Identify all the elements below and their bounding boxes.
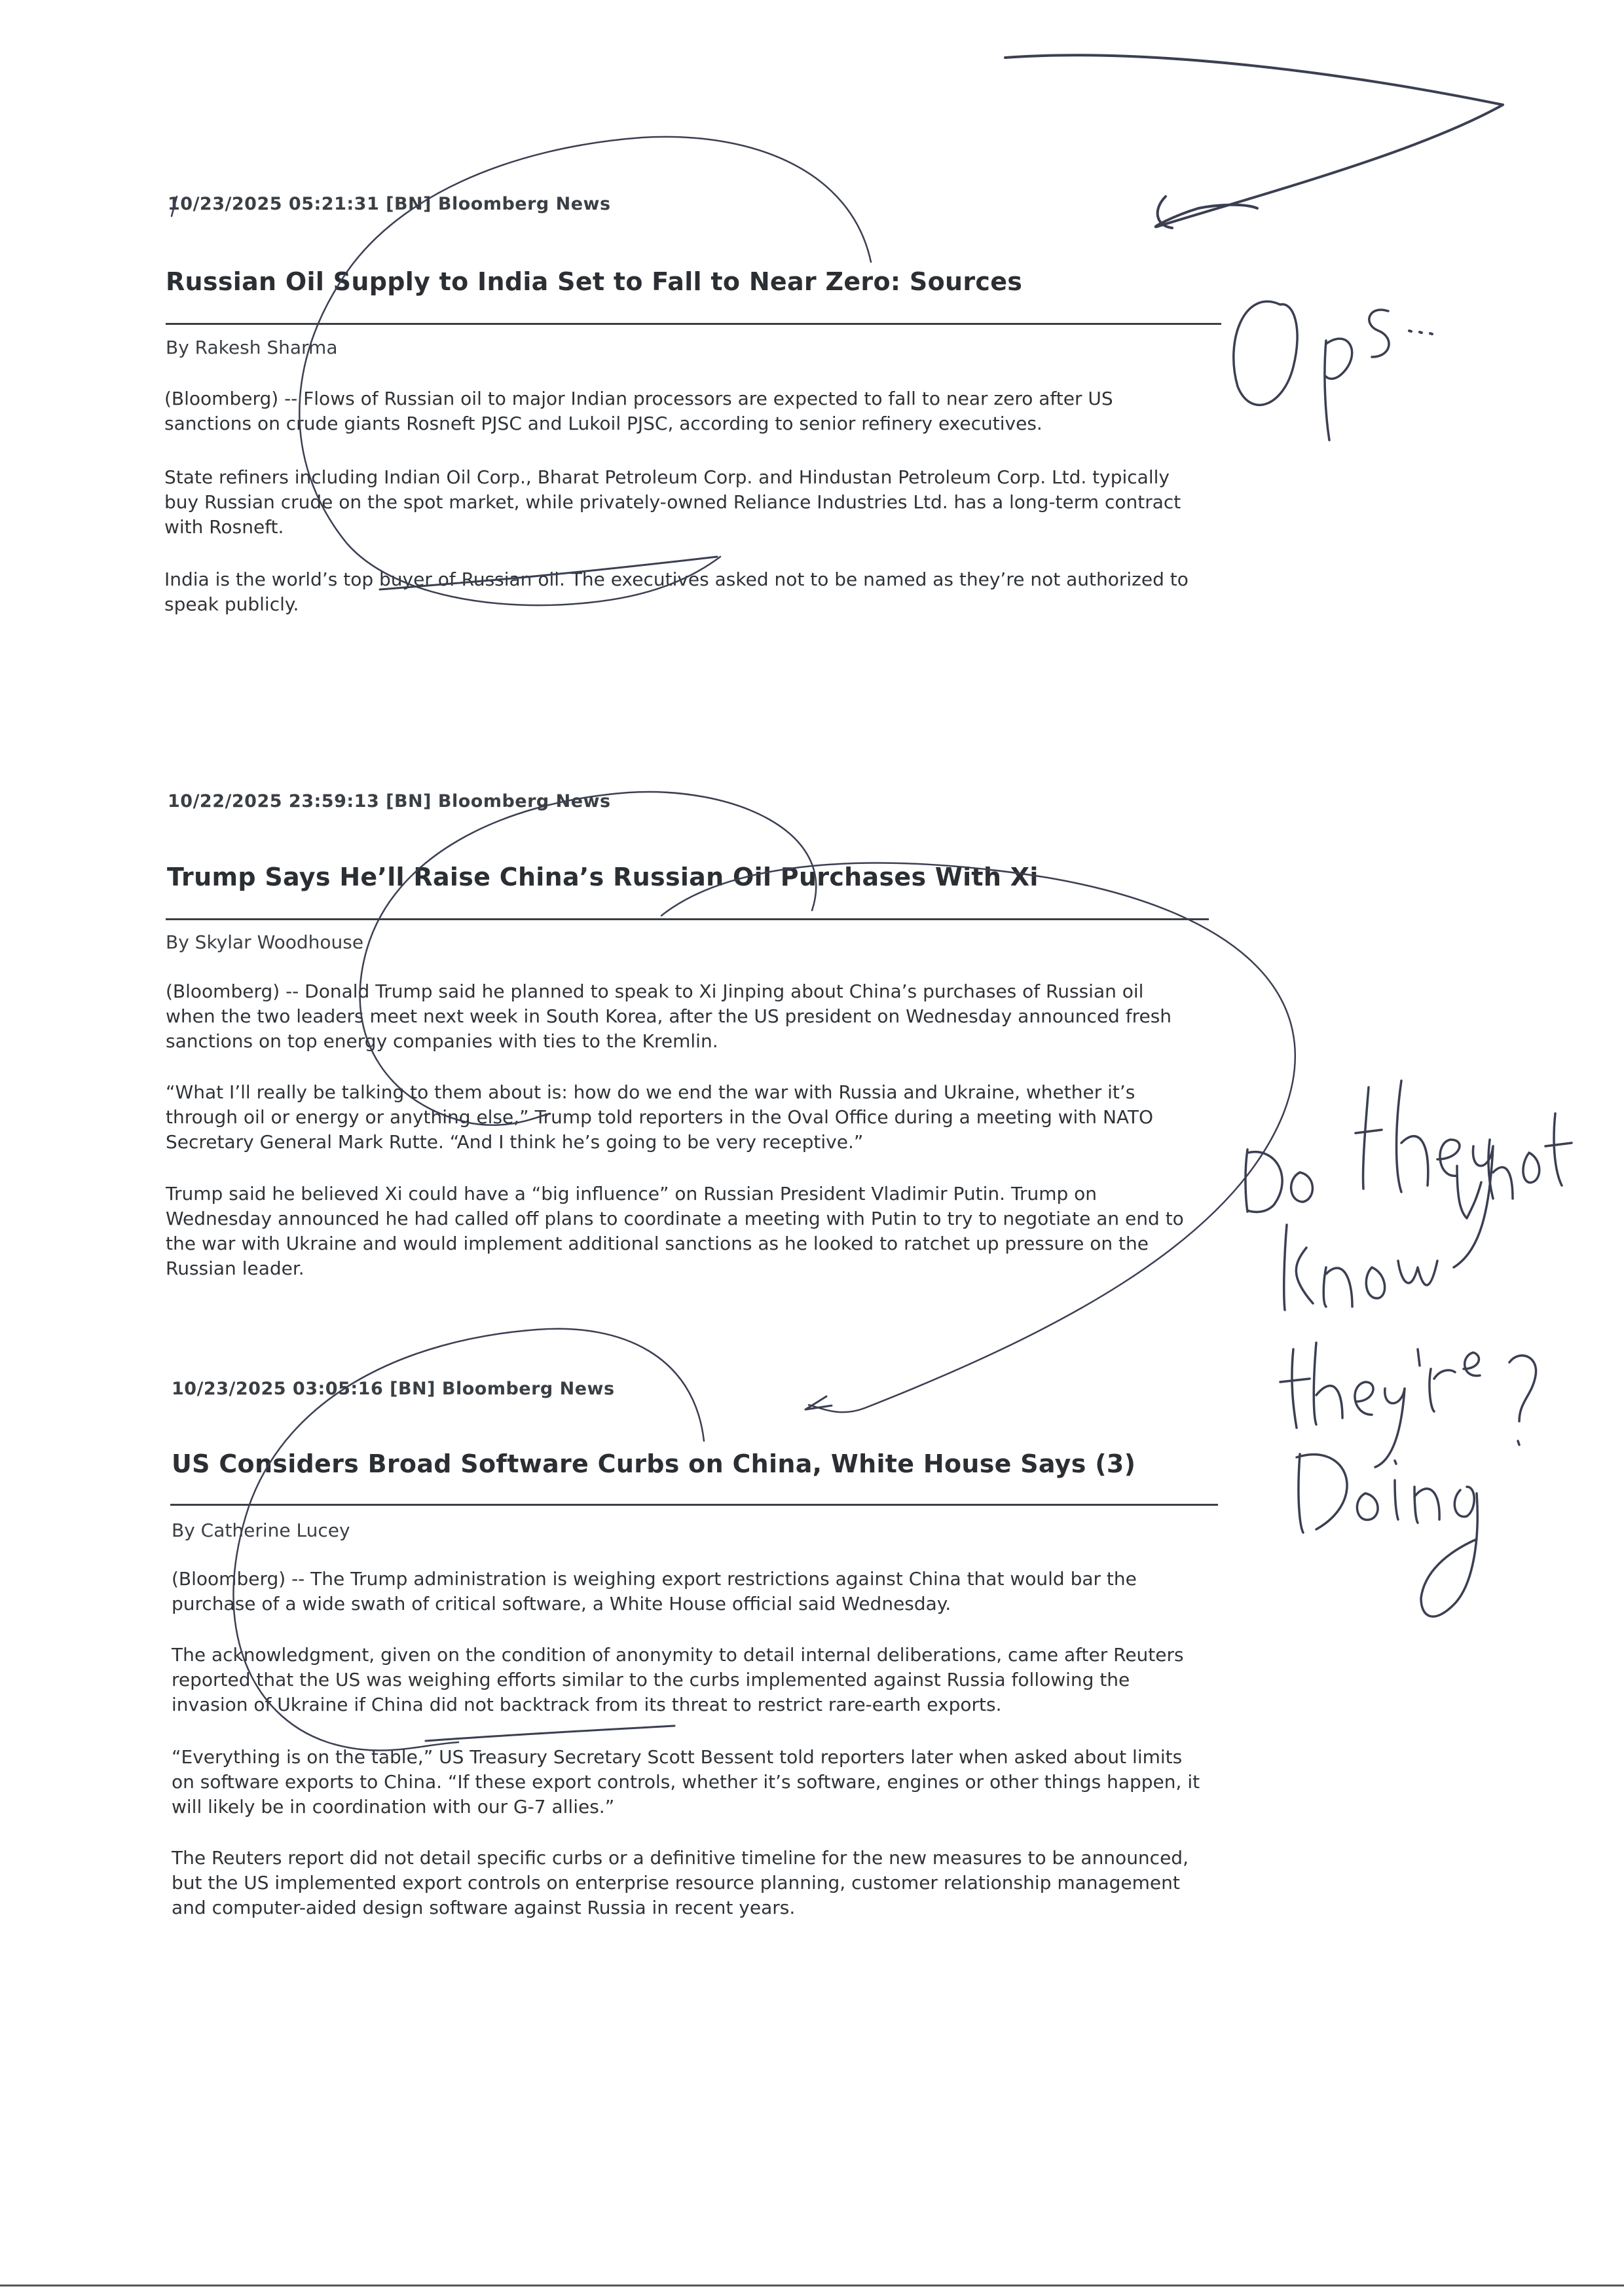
article-2-paragraph-1 [166, 979, 1172, 1054]
text-line: speak publicly. [164, 593, 299, 615]
article-2-byline: By Skylar Woodhouse [166, 931, 364, 953]
article-2-rule [166, 918, 1209, 920]
article-2-paragraph-2 [166, 1080, 1153, 1155]
text-line: sanctions on crude giants Rosneft PJSC and Lukoil PJSC, according to senior refinery executives. [164, 413, 1043, 434]
text-line: Secretary General Mark Rutte. “And I think he’s going to be very receptive.” [166, 1131, 864, 1153]
text-line: invasion of Ukraine if China did not backtrack from its threat to restrict rare-earth exports. [172, 1694, 1002, 1715]
arrow-head-down [805, 1396, 832, 1409]
handwriting-theyre [1280, 1343, 1480, 1467]
article-3-headline: US Considers Broad Software Curbs on China, White House Says (3) [172, 1449, 1136, 1478]
pen-underline-2 [426, 1726, 674, 1741]
text-line: on software exports to China. “If these export controls, whether it’s software, engines or other things happen, it [172, 1771, 1200, 1793]
text-line: purchase of a wide swath of critical software, a White House official said Wednesday. [172, 1593, 951, 1614]
text-line: with Rosneft. [164, 516, 284, 538]
article-2-headline: Trump Says He’ll Raise China’s Russian Oil Purchases With Xi [167, 863, 1039, 891]
text-line: “What I’ll really be talking to them about is: how do we end the war with Russia and Ukraine, whether it’s [166, 1081, 1135, 1103]
article-1-paragraph-2 [164, 465, 1181, 540]
article-3-rule [170, 1504, 1218, 1506]
text-line: The acknowledgment, given on the condition of anonymity to detail internal deliberations, came after Reuters [172, 1644, 1184, 1666]
ops-letter-s [1369, 310, 1389, 357]
article-1-byline: By Rakesh Sharma [166, 337, 338, 358]
article-1-paragraph-1 [164, 386, 1113, 436]
article-1-meta: 10/23/2025 05:21:31 [BN] Bloomberg News [168, 194, 611, 214]
ops-dots [1409, 331, 1432, 334]
scan-bottom-edge [0, 2285, 1624, 2286]
article-3-byline: By Catherine Lucey [172, 1520, 350, 1541]
text-line: Russian leader. [166, 1258, 304, 1279]
loop-stroke-article-2-inner [360, 792, 817, 1125]
article-3-paragraph-3 [172, 1745, 1200, 1819]
article-1-headline: Russian Oil Supply to India Set to Fall to Near Zero: Sources [166, 267, 1023, 296]
text-line: but the US implemented export controls on enterprise resource planning, customer relationship management [172, 1872, 1180, 1894]
article-3-paragraph-4 [172, 1846, 1189, 1920]
text-line: (Bloomberg) -- Flows of Russian oil to major Indian processors are expected to fall to near zero after US [164, 388, 1113, 409]
text-line: will likely be in coordination with our G-7 allies.” [172, 1796, 615, 1818]
text-line: the war with Ukraine and would implement additional sanctions as he looked to ratchet up pressure on the [166, 1233, 1149, 1254]
text-line: through oil or energy or anything else,” Trump told reporters in the Oval Office during a meeting with NATO [166, 1106, 1154, 1128]
handwriting-know-what [1284, 1113, 1572, 1310]
article-1-paragraph-3 [164, 567, 1189, 617]
text-line: “Everything is on the table,” US Treasury Secretary Scott Bessent told reporters later when asked about limits [172, 1746, 1183, 1768]
handwriting-do-they [1246, 1081, 1493, 1267]
text-line: sanctions on top energy companies with ties to the Kremlin. [166, 1030, 718, 1052]
article-3-meta: 10/23/2025 03:05:16 [BN] Bloomberg News [172, 1379, 615, 1399]
text-line: reported that the US was weighing efforts similar to the curbs implemented against Russia following the [172, 1669, 1130, 1690]
article-2-paragraph-3 [166, 1182, 1184, 1281]
question-mark [1509, 1356, 1536, 1445]
text-line: The Reuters report did not detail specific curbs or a definitive timeline for the new measures to be announced, [172, 1847, 1189, 1869]
text-line: and computer-aided design software against Russia in recent years. [172, 1897, 796, 1918]
arrow-hook [1158, 196, 1172, 228]
arrow-stroke-top [1005, 55, 1503, 227]
text-line: Trump said he believed Xi could have a “big influence” on Russian President Vladimir Putin. Trump on [166, 1183, 1098, 1204]
text-line: India is the world’s top buyer of Russian oil. The executives asked not to be named as they’re not authorized to [164, 569, 1189, 590]
article-3-paragraph-2 [172, 1643, 1184, 1717]
text-line: when the two leaders meet next week in South Korea, after the US president on Wednesday announced fresh [166, 1005, 1172, 1027]
text-line: (Bloomberg) -- Donald Trump said he planned to speak to Xi Jinping about China’s purchases of Russian oil [166, 980, 1144, 1002]
article-3-paragraph-1 [172, 1567, 1137, 1616]
handwriting-doing [1297, 1454, 1477, 1616]
text-line: State refiners including Indian Oil Corp., Bharat Petroleum Corp. and Hindustan Petroleum Corp. Ltd. typically [164, 466, 1170, 488]
ops-letter-o [1234, 301, 1297, 405]
text-line: buy Russian crude on the spot market, while privately-owned Reliance Industries Ltd. has a long-term contract [164, 491, 1181, 513]
text-line: Wednesday announced he had called off plans to coordinate a meeting with Putin to try to negotiate an end to [166, 1208, 1184, 1229]
article-2-meta: 10/22/2025 23:59:13 [BN] Bloomberg News [168, 791, 611, 812]
article-1-rule [166, 323, 1221, 325]
text-line: (Bloomberg) -- The Trump administration is weighing export restrictions against China that would bar the [172, 1568, 1137, 1590]
ops-letter-p [1325, 339, 1352, 440]
